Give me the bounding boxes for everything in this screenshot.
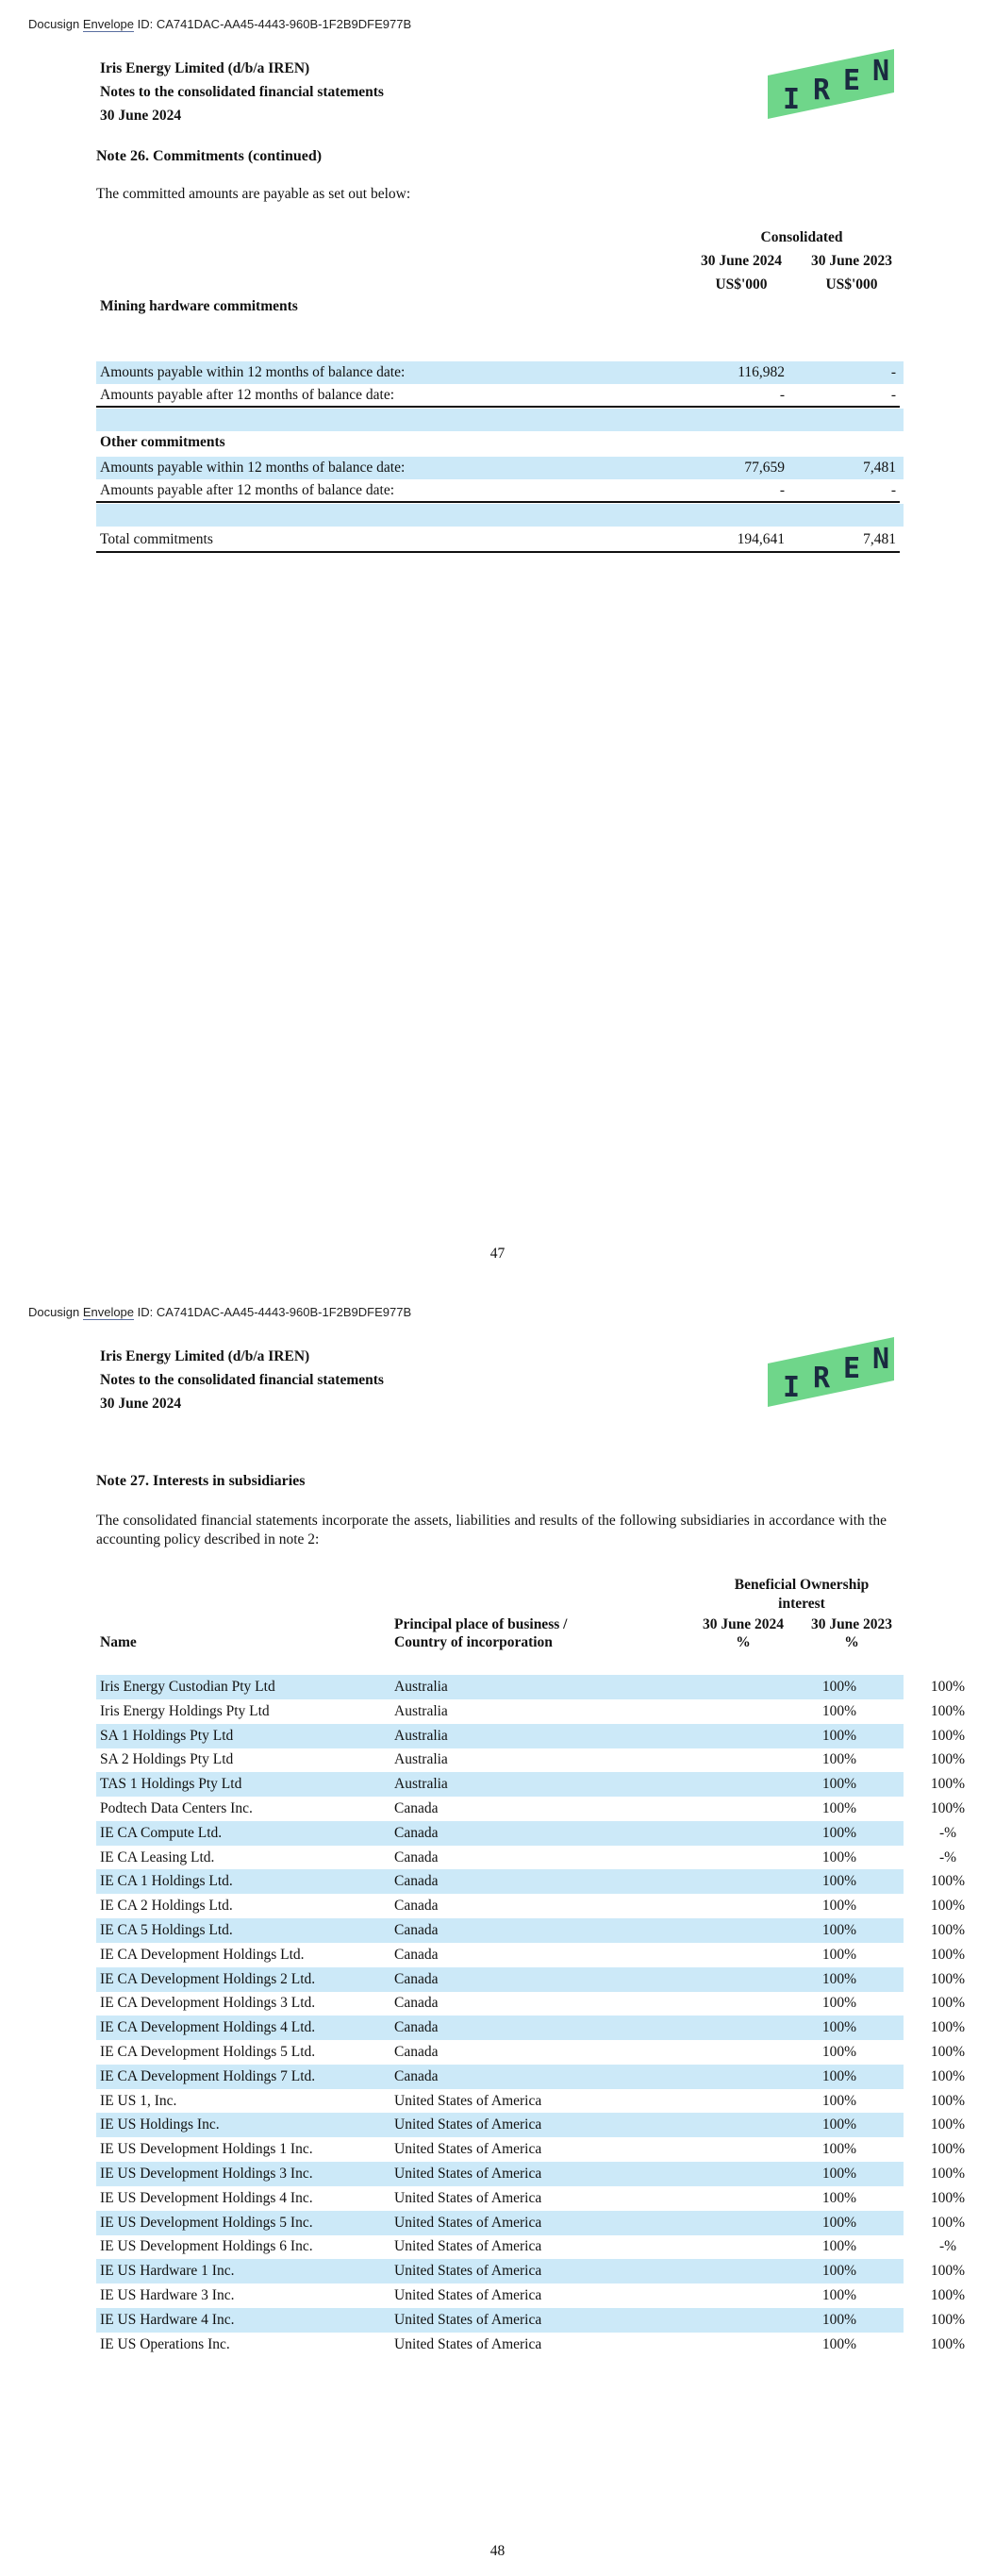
ownership-2024: 100% (821, 1848, 857, 1865)
table-row (96, 1869, 966, 1894)
other-commitments-label: Other commitments (100, 434, 225, 450)
total-row (96, 528, 904, 551)
subsidiary-country: Canada (394, 2019, 439, 2036)
row-label: Amounts payable after 12 months of balance date: (100, 482, 395, 498)
table-row (96, 1894, 966, 1918)
ownership-2024: 100% (821, 1873, 857, 1890)
subsidiary-name: IE US Development Holdings 5 Inc. (100, 2214, 313, 2231)
ownership-2023: 100% (930, 1970, 966, 1987)
ownership-2024: 100% (821, 2335, 857, 2352)
subsidiary-country: Canada (394, 2044, 439, 2060)
col-country-header-line2: Country of incorporation (394, 1634, 553, 1650)
subsidiary-country: United States of America (394, 2238, 542, 2255)
consolidated-header: Consolidated (760, 229, 843, 245)
ownership-2023: 100% (930, 2116, 966, 2133)
value-2023: - (890, 482, 896, 498)
table-row (96, 1675, 966, 1699)
subsidiary-name: IE CA 5 Holdings Ltd. (100, 1922, 233, 1938)
subsidiary-name: Iris Energy Custodian Pty Ltd (100, 1679, 275, 1695)
logo-letter-e: E (843, 64, 861, 97)
subsidiary-name: SA 2 Holdings Pty Ltd (100, 1751, 234, 1768)
ownership-2023: 100% (930, 2287, 966, 2303)
ownership-2023: 100% (930, 1922, 966, 1938)
ownership-2024: 100% (821, 1946, 857, 1963)
ownership-2024: 100% (821, 2189, 857, 2206)
table-row (96, 361, 904, 384)
col-2023-unit: US$'000 (825, 276, 878, 293)
col-2024-header: 30 June 2024 (702, 1616, 785, 1632)
table-rule (96, 551, 900, 553)
table-row (96, 2333, 966, 2357)
ownership-2023: 100% (930, 1776, 966, 1793)
report-subtitle: Notes to the consolidated financial statements (100, 84, 384, 100)
ownership-2024: 100% (821, 2214, 857, 2231)
table-row (96, 2113, 966, 2137)
subsidiary-name: IE US Development Holdings 3 Inc. (100, 2166, 313, 2182)
docusign-envelope-id (28, 17, 411, 31)
subsidiary-country: Australia (394, 1679, 448, 1695)
table-row (96, 1991, 966, 2016)
subsidiary-country: United States of America (394, 2189, 542, 2206)
subsidiary-name: IE US 1, Inc. (100, 2092, 177, 2109)
ownership-2024: 100% (821, 2116, 857, 2133)
logo-letter-i: I (783, 83, 801, 116)
ownership-2023: 100% (930, 2141, 966, 2158)
table-row (96, 1772, 966, 1797)
table-row (96, 2234, 957, 2259)
col-name-header: Name (100, 1634, 137, 1650)
subsidiary-country: United States of America (394, 2263, 542, 2280)
table-row (96, 1699, 966, 1724)
table-row (96, 2211, 966, 2235)
value-2024: - (779, 482, 785, 498)
report-date: 30 June 2024 (100, 1396, 182, 1412)
ownership-2023: 100% (930, 2067, 966, 2084)
table-row (96, 384, 904, 407)
note-27-intro: The consolidated financial statements incorporate the assets, liabilities and results of the following subsidiaries in accordance with the accounting policy described in note 2: (96, 1513, 887, 1547)
table-row (96, 2162, 966, 2186)
row-label: Amounts payable within 12 months of balance date: (100, 460, 406, 476)
total-label: Total commitments (100, 531, 213, 547)
table-row (96, 2308, 966, 2333)
ownership-2024: 100% (821, 2166, 857, 2182)
subsidiary-name: IE CA Compute Ltd. (100, 1824, 223, 1841)
docusign-envelope-id (28, 1305, 411, 1319)
table-row (96, 2283, 966, 2308)
ownership-2024: 100% (821, 1922, 857, 1938)
ownership-2023: 100% (930, 1727, 966, 1744)
envelope-prefix: Docusign (28, 17, 83, 31)
ownership-2023: -% (938, 1848, 957, 1865)
ownership-2023: 100% (930, 1946, 966, 1963)
ownership-2023: 100% (930, 2311, 966, 2328)
logo-letter-n: N (872, 1343, 890, 1376)
table-row (96, 1918, 966, 1943)
subsidiary-country: Australia (394, 1702, 448, 1719)
col-2024-unit: US$'000 (715, 276, 768, 293)
table-row (96, 2016, 966, 2040)
table-rule (96, 501, 900, 503)
ownership-2024: 100% (821, 1995, 857, 2012)
table-row (96, 1797, 966, 1821)
ownership-2024: 100% (821, 2044, 857, 2060)
subsidiary-country: United States of America (394, 2141, 542, 2158)
row-label: Amounts payable after 12 months of balance date: (100, 387, 395, 403)
page-number: 47 (489, 1246, 506, 1262)
subsidiary-name: IE US Development Holdings 6 Inc. (100, 2238, 313, 2255)
value-2024: 116,982 (738, 364, 785, 380)
col-2023-pct: % (844, 1634, 859, 1650)
col-country-header-line1: Principal place of business / (394, 1616, 568, 1632)
ownership-2024: 100% (821, 2238, 857, 2255)
envelope-id-text: ID: CA741DAC-AA45-4443-960B-1F2B9DFE977B (134, 1305, 412, 1319)
ownership-2023: 100% (930, 1679, 966, 1695)
table-row (96, 2065, 966, 2089)
table-row (96, 2137, 966, 2162)
ownership-2023: 100% (930, 2335, 966, 2352)
blank-shaded-row (96, 409, 904, 431)
ownership-2024: 100% (821, 1702, 857, 1719)
ownership-2024: 100% (821, 2141, 857, 2158)
value-2023: - (890, 387, 896, 403)
subsidiary-name: IE US Hardware 3 Inc. (100, 2287, 235, 2303)
ownership-2024: 100% (821, 1898, 857, 1915)
subsidiary-name: IE CA Development Holdings 4 Ltd. (100, 2019, 316, 2036)
table-row (96, 1967, 966, 1992)
value-2023: 7,481 (863, 460, 896, 476)
subsidiary-country: Canada (394, 1970, 439, 1987)
total-2024: 194,641 (737, 531, 785, 547)
subsidiary-country: Canada (394, 1873, 439, 1890)
subsidiary-name: IE US Hardware 4 Inc. (100, 2311, 235, 2328)
col-2023-header: 30 June 2023 (810, 1616, 893, 1632)
ownership-2023: 100% (930, 2263, 966, 2280)
envelope-word: Envelope (82, 17, 135, 31)
subsidiary-name: TAS 1 Holdings Pty Ltd (100, 1776, 242, 1793)
logo-letter-n: N (872, 55, 890, 88)
subsidiary-country: Canada (394, 1946, 439, 1963)
document-page-48 (0, 1288, 995, 2576)
subsidiary-name: IE US Holdings Inc. (100, 2116, 220, 2133)
blank-shaded-row (96, 504, 904, 527)
subsidiary-country: United States of America (394, 2092, 542, 2109)
ownership-2024: 100% (821, 1751, 857, 1768)
value-2023: - (890, 364, 896, 380)
logo-letter-r: R (813, 1362, 831, 1395)
report-subtitle: Notes to the consolidated financial statements (100, 1372, 384, 1388)
subsidiary-country: Canada (394, 1800, 439, 1816)
ownership-2024: 100% (821, 2311, 857, 2328)
subsidiary-country: United States of America (394, 2287, 542, 2303)
envelope-id-text: ID: CA741DAC-AA45-4443-960B-1F2B9DFE977B (134, 17, 412, 31)
value-2024: - (779, 387, 785, 403)
ownership-2024: 100% (821, 1824, 857, 1841)
col-2023-header: 30 June 2023 (810, 253, 893, 269)
subsidiary-country: United States of America (394, 2166, 542, 2182)
ownership-2023: 100% (930, 1702, 966, 1719)
note-27-title: Note 27. Interests in subsidiaries (96, 1473, 306, 1489)
ownership-2024: 100% (821, 2067, 857, 2084)
subsidiary-country: Canada (394, 1898, 439, 1915)
subsidiary-name: Iris Energy Holdings Pty Ltd (100, 1702, 270, 1719)
subsidiary-name: IE US Hardware 1 Inc. (100, 2263, 235, 2280)
table-row (96, 1724, 966, 1748)
ownership-2023: 100% (930, 2189, 966, 2206)
subsidiary-country: United States of America (394, 2311, 542, 2328)
company-name: Iris Energy Limited (d/b/a IREN) (100, 1348, 310, 1364)
report-header (100, 1345, 384, 1415)
subsidiary-country: Canada (394, 1824, 439, 1841)
subsidiary-name: IE CA Development Holdings 2 Ltd. (100, 1970, 316, 1987)
logo-letter-e: E (843, 1352, 861, 1385)
subsidiary-name: IE CA Leasing Ltd. (100, 1848, 215, 1865)
subsidiary-name: IE US Operations Inc. (100, 2335, 230, 2352)
company-name: Iris Energy Limited (d/b/a IREN) (100, 60, 310, 76)
subsidiary-country: Canada (394, 2067, 439, 2084)
ownership-2024: 100% (821, 2263, 857, 2280)
ownership-2023: 100% (930, 2044, 966, 2060)
ownership-2024: 100% (821, 1727, 857, 1744)
logo-letter-r: R (813, 74, 831, 107)
subsidiary-country: United States of America (394, 2335, 542, 2352)
ownership-2023: 100% (930, 1898, 966, 1915)
ownership-2023: 100% (930, 2166, 966, 2182)
total-2023: 7,481 (863, 531, 896, 547)
envelope-prefix: Docusign (28, 1305, 83, 1319)
table-row (96, 479, 904, 502)
iren-logo (762, 47, 904, 132)
col-2024-header: 30 June 2024 (700, 253, 783, 269)
report-date: 30 June 2024 (100, 108, 182, 124)
subsidiary-name: IE US Development Holdings 4 Inc. (100, 2189, 313, 2206)
ownership-2023: -% (938, 2238, 957, 2255)
logo-letter-i: I (783, 1371, 801, 1404)
ownership-2023: 100% (930, 1800, 966, 1816)
ownership-2024: 100% (821, 1776, 857, 1793)
table-row (96, 1821, 957, 1846)
ownership-2023: 100% (930, 1751, 966, 1768)
ownership-2024: 100% (821, 2019, 857, 2036)
table-row (96, 2040, 966, 2065)
envelope-word: Envelope (82, 1305, 135, 1319)
table-row (96, 2089, 966, 2114)
col-2024-pct: % (736, 1634, 751, 1650)
row-label: Amounts payable within 12 months of balance date: (100, 364, 406, 380)
report-header (100, 57, 384, 127)
ownership-2024: 100% (821, 1679, 857, 1695)
ownership-2024: 100% (821, 1970, 857, 1987)
subsidiary-country: Australia (394, 1727, 448, 1744)
subsidiary-country: Australia (394, 1751, 448, 1768)
iren-logo (762, 1335, 904, 1420)
note-26-intro: The committed amounts are payable as set out below: (96, 186, 411, 202)
ownership-2023: -% (938, 1824, 957, 1841)
page-number: 48 (489, 2543, 506, 2559)
subsidiary-country: Canada (394, 1995, 439, 2012)
subsidiary-country: Australia (394, 1776, 448, 1793)
table-row (96, 457, 904, 479)
ownership-2023: 100% (930, 2214, 966, 2231)
subsidiary-country: Canada (394, 1922, 439, 1938)
subsidiary-name: SA 1 Holdings Pty Ltd (100, 1727, 234, 1744)
ownership-2024: 100% (821, 2287, 857, 2303)
beneficial-ownership-header: Beneficial Ownership interest (734, 1577, 870, 1612)
table-row (96, 2259, 966, 2283)
ownership-2024: 100% (821, 1800, 857, 1816)
subsidiary-country: United States of America (394, 2214, 542, 2231)
subsidiary-name: IE CA Development Holdings 3 Ltd. (100, 1995, 316, 2012)
table-row (96, 2186, 966, 2211)
ownership-2023: 100% (930, 1995, 966, 2012)
subsidiary-name: IE CA Development Holdings 7 Ltd. (100, 2067, 316, 2084)
mining-hardware-label: Mining hardware commitments (100, 298, 298, 314)
ownership-2024: 100% (821, 2092, 857, 2109)
subsidiary-name: Podtech Data Centers Inc. (100, 1800, 253, 1816)
subsidiary-name: IE CA 1 Holdings Ltd. (100, 1873, 233, 1890)
subsidiary-country: Canada (394, 1848, 439, 1865)
table-rule (96, 406, 900, 408)
value-2024: 77,659 (744, 460, 785, 476)
subsidiary-country: United States of America (394, 2116, 542, 2133)
ownership-2023: 100% (930, 1873, 966, 1890)
table-row (96, 1846, 957, 1870)
subsidiary-name: IE CA 2 Holdings Ltd. (100, 1898, 233, 1915)
subsidiary-name: IE CA Development Holdings Ltd. (100, 1946, 305, 1963)
table-row (96, 1943, 966, 1967)
note-26-title: Note 26. Commitments (continued) (96, 148, 323, 164)
subsidiary-name: IE US Development Holdings 1 Inc. (100, 2141, 313, 2158)
subsidiary-name: IE CA Development Holdings 5 Ltd. (100, 2044, 316, 2060)
ownership-2023: 100% (930, 2019, 966, 2036)
table-row (96, 1748, 966, 1772)
ownership-2023: 100% (930, 2092, 966, 2109)
